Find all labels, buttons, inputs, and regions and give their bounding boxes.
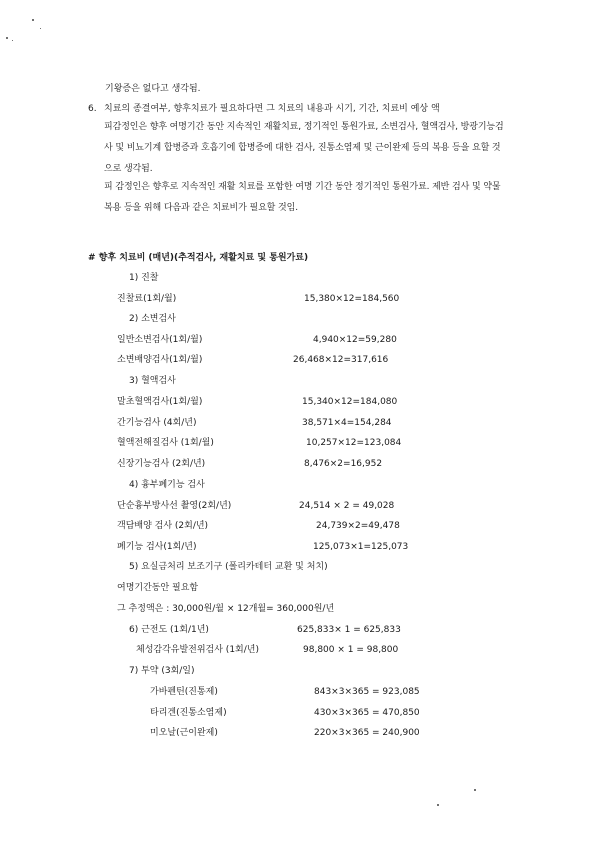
section-heading: 2) 소변검사 xyxy=(129,314,176,324)
cost-calc: 125,073×1=125,073 xyxy=(313,542,409,552)
cost-label: 간기능검사 (4회/년) xyxy=(117,418,197,428)
scan-speck xyxy=(40,28,41,29)
cost-calc: 625,833× 1 = 625,833 xyxy=(297,625,401,635)
item-heading: 치료의 종결여부, 향후치료가 필요하다면 그 치료의 내용과 시기, 기간, 치료비 예상 액 xyxy=(104,104,440,114)
scan-speck xyxy=(474,789,476,791)
scan-speck xyxy=(12,40,13,41)
intro-line: 기왕증은 없다고 생각됨. xyxy=(105,84,201,94)
section-text: 그 추정액은 : 30,000원/월 × 12개월= 360,000원/년 xyxy=(117,604,335,614)
section-heading: 6) 근전도 (1회/1년) xyxy=(129,625,209,635)
cost-calc: 843×3×365 = 923,085 xyxy=(314,687,420,697)
cost-calc: 24,739×2=49,478 xyxy=(316,521,400,531)
cost-calc: 10,257×12=123,084 xyxy=(306,438,402,448)
cost-label: 신장기능검사 (2회/년) xyxy=(117,459,206,469)
cost-label: 진찰료(1회/월) xyxy=(117,294,177,304)
section-heading: 5) 요실금처리 보조기구 (폴리카테터 교환 및 처치) xyxy=(129,562,328,572)
section-heading: 4) 흉부폐기능 검사 xyxy=(129,480,205,490)
scan-speck xyxy=(6,37,8,39)
cost-label: 타리겐(진통소염제) xyxy=(150,708,227,718)
cost-calc: 15,380×12=184,560 xyxy=(304,294,400,304)
cost-label: 소변배양검사(1회/월) xyxy=(117,355,203,365)
cost-section-title: # 향후 치료비 (매년)(추적검사, 재활치료 및 통원가료) xyxy=(88,253,309,263)
cost-label: 혈액전해질검사 (1회/월) xyxy=(117,438,214,448)
cost-label: 말초혈액검사(1회/월) xyxy=(117,397,203,407)
section-heading: 7) 투약 (3회/일) xyxy=(129,666,195,676)
cost-calc: 38,571×4=154,284 xyxy=(302,418,392,428)
cost-label: 미오날(근이완제) xyxy=(150,728,218,738)
cost-calc: 430×3×365 = 470,850 xyxy=(314,708,420,718)
cost-label: 단순흉부방사선 촬영(2회/년) xyxy=(117,501,232,511)
cost-label: 일반소변검사(1회/월) xyxy=(117,335,203,345)
cost-calc: 8,476×2=16,952 xyxy=(304,459,383,469)
section-heading: 3) 혈액검사 xyxy=(129,376,176,386)
scan-speck xyxy=(32,19,34,21)
cost-label: 가바펜틴(진통제) xyxy=(150,687,218,697)
section-heading: 1) 진찰 xyxy=(129,273,159,283)
item-body-paragraph-2: 피 감정인은 향후로 지속적인 재활 치료를 포함한 여명 기간 동안 정기적인 통원가료. 제반 검사 및 약물복용 등을 위해 다음과 같은 치료비가 필요할 것임. xyxy=(104,182,501,213)
scan-speck xyxy=(437,804,439,806)
item-number: 6. xyxy=(88,104,97,114)
cost-calc: 98,800 × 1 = 98,800 xyxy=(303,645,399,655)
cost-label: 체성감각유발전위검사 (1회/년) xyxy=(136,645,259,655)
cost-label: 폐기능 검사(1회/년) xyxy=(117,542,197,552)
cost-calc: 24,514 × 2 = 49,028 xyxy=(299,501,395,511)
cost-calc: 220×3×365 = 240,900 xyxy=(314,728,420,738)
cost-label: 객담배양 검사 (2회/년) xyxy=(117,521,209,531)
cost-calc: 15,340×12=184,080 xyxy=(302,397,398,407)
cost-calc: 26,468×12=317,616 xyxy=(293,355,389,365)
cost-calc: 4,940×12=59,280 xyxy=(313,335,397,345)
section-text: 여명기간동안 필요함 xyxy=(117,583,199,593)
item-body-paragraph-1: 피감정인은 향후 여명기간 동안 지속적인 재활치료, 정기적인 통원가료, 소변검사, 혈액검사, 방광기능검사 및 비뇨기계 합병증과 호흡기에 합병증에 대한 검사, 진통소염제 및 근이완제 등의 복용 등을 요할 것으로 생각됨. xyxy=(104,122,504,174)
